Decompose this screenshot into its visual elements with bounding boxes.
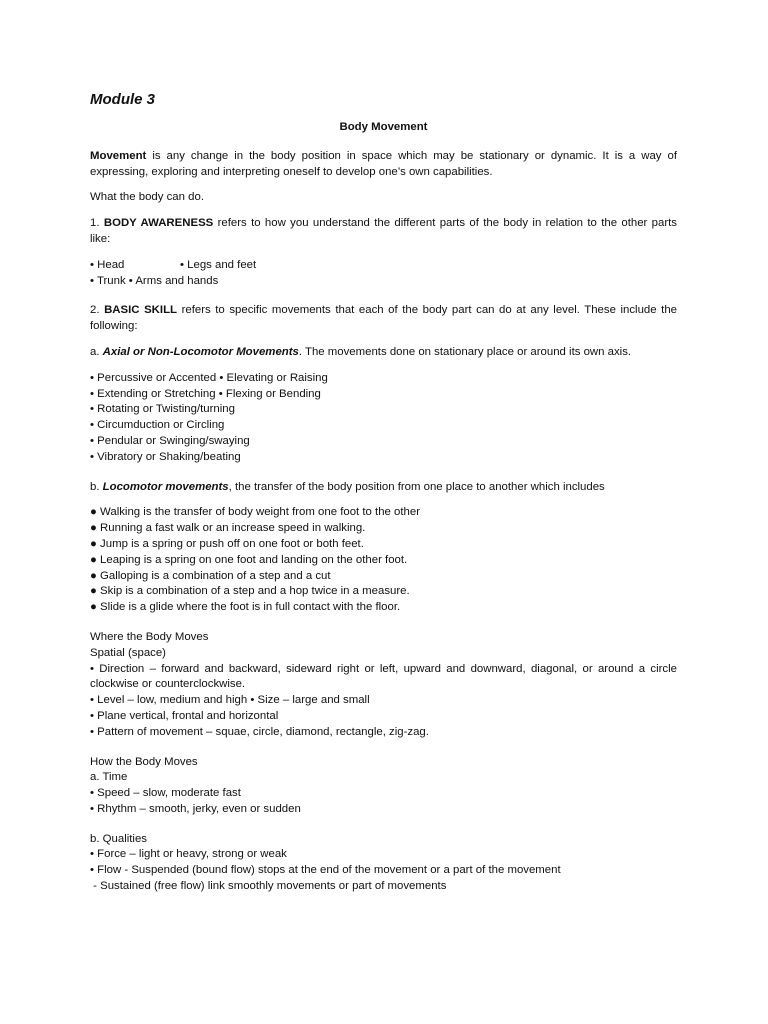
list-item: • Extending or Stretching • Flexing or Bending [90, 387, 321, 400]
body-awareness-number: 1. [90, 217, 104, 230]
list-item: • Rhythm – smooth, jerky, even or sudden [90, 802, 301, 815]
body-awareness-text: refers to how you understand the different parts of the body in relation to the other parts like: [90, 217, 678, 245]
list-item: • Circumduction or Circling [90, 419, 225, 432]
page-heading: Body Movement [339, 121, 428, 133]
where-title: Where the Body Moves [90, 630, 209, 643]
list-item: ● Running a fast walk or an increase speed in walking. [90, 522, 366, 535]
what-body-can-do: What the body can do. [90, 191, 204, 204]
intro-term: Movement [90, 149, 147, 162]
basic-skill-paragraph [90, 303, 677, 335]
how-section [90, 755, 677, 818]
body-awareness-term: BODY AWARENESS [103, 217, 214, 230]
list-item: • Plane vertical, frontal and horizontal [90, 709, 279, 722]
locomotor-paragraph: b. Locomotor movements, the transfer of the body position from one place to another which includes [90, 480, 605, 493]
list-item: • Trunk • Arms and hands [90, 274, 219, 287]
list-item: ● Skip is a combination of a step and a hop twice in a measure. [90, 585, 410, 598]
where-list [90, 693, 677, 740]
list-item: • Percussive or Accented • Elevating or Raising [90, 371, 328, 384]
locomotor-term: Locomotor movements [102, 480, 229, 493]
list-item: • Rotating or Twisting/turning [90, 403, 235, 416]
body-parts-list [90, 258, 677, 290]
qualities-section [90, 832, 677, 895]
where-section [90, 630, 677, 741]
list-item: • Level – low, medium and high • Size – large and small [90, 694, 370, 707]
intro-text: is any change in the body position in space which may be stationary or dynamic. It is a way of expressing, exploring and interpreting oneself to develop one’s own capabilities. [90, 149, 677, 178]
basic-skill-text: refers to specific movements that each of the body part can do at any level. These include the following: [90, 304, 677, 333]
list-item: ● Slide is a glide where the foot is in full contact with the floor. [90, 601, 401, 614]
where-subtitle: Spatial (space) [90, 646, 166, 659]
axial-term: Axial or Non-Locomotor Movements [102, 345, 299, 358]
axial-list [90, 371, 677, 466]
list-item: ● Jump is a spring or push off on one foot or both feet. [90, 537, 364, 550]
document-body [90, 120, 677, 905]
module-title: Module 3 [90, 91, 156, 108]
how-subtitle: a. Time [90, 771, 128, 784]
list-item: • Pendular or Swinging/swaying [90, 434, 250, 447]
how-list [90, 786, 677, 818]
list-item: ● Galloping is a combination of a step and a cut [90, 569, 331, 582]
list-item: ● Leaping is a spring on one foot and landing on the other foot. [90, 553, 408, 566]
basic-skill-number: 2. [90, 304, 105, 317]
qualities-title: b. Qualities [90, 832, 147, 845]
intro-paragraph [90, 149, 677, 181]
list-item: ● Walking is the transfer of body weight from one foot to the other [90, 506, 420, 519]
list-item: • Pattern of movement – squae, circle, diamond, rectangle, zig-zag. [90, 725, 429, 738]
locomotor-list [90, 505, 677, 616]
list-item: • Head • Legs and feet [90, 258, 257, 271]
list-item: - Sustained (free flow) link smoothly movements or part of movements [90, 880, 447, 893]
list-item: • Speed – slow, moderate fast [90, 787, 241, 800]
list-item: • Vibratory or Shaking/beating [90, 450, 241, 463]
body-awareness-paragraph [90, 216, 677, 248]
list-item: • Force – light or heavy, strong or weak [90, 848, 287, 861]
how-title: How the Body Moves [90, 755, 198, 768]
qualities-list [90, 847, 677, 894]
list-item: • Flow - Suspended (bound flow) stops at the end of the movement or a part of the movement [90, 864, 561, 877]
axial-paragraph: a. Axial or Non-Locomotor Movements. The movements done on stationary place or around its own axis. [90, 345, 632, 358]
direction-item: • Direction – forward and backward, sideward right or left, upward and downward, diagonal, or around a circle clockwise or counterclockwise. [90, 662, 677, 691]
basic-skill-term: BASIC SKILL [104, 304, 177, 317]
